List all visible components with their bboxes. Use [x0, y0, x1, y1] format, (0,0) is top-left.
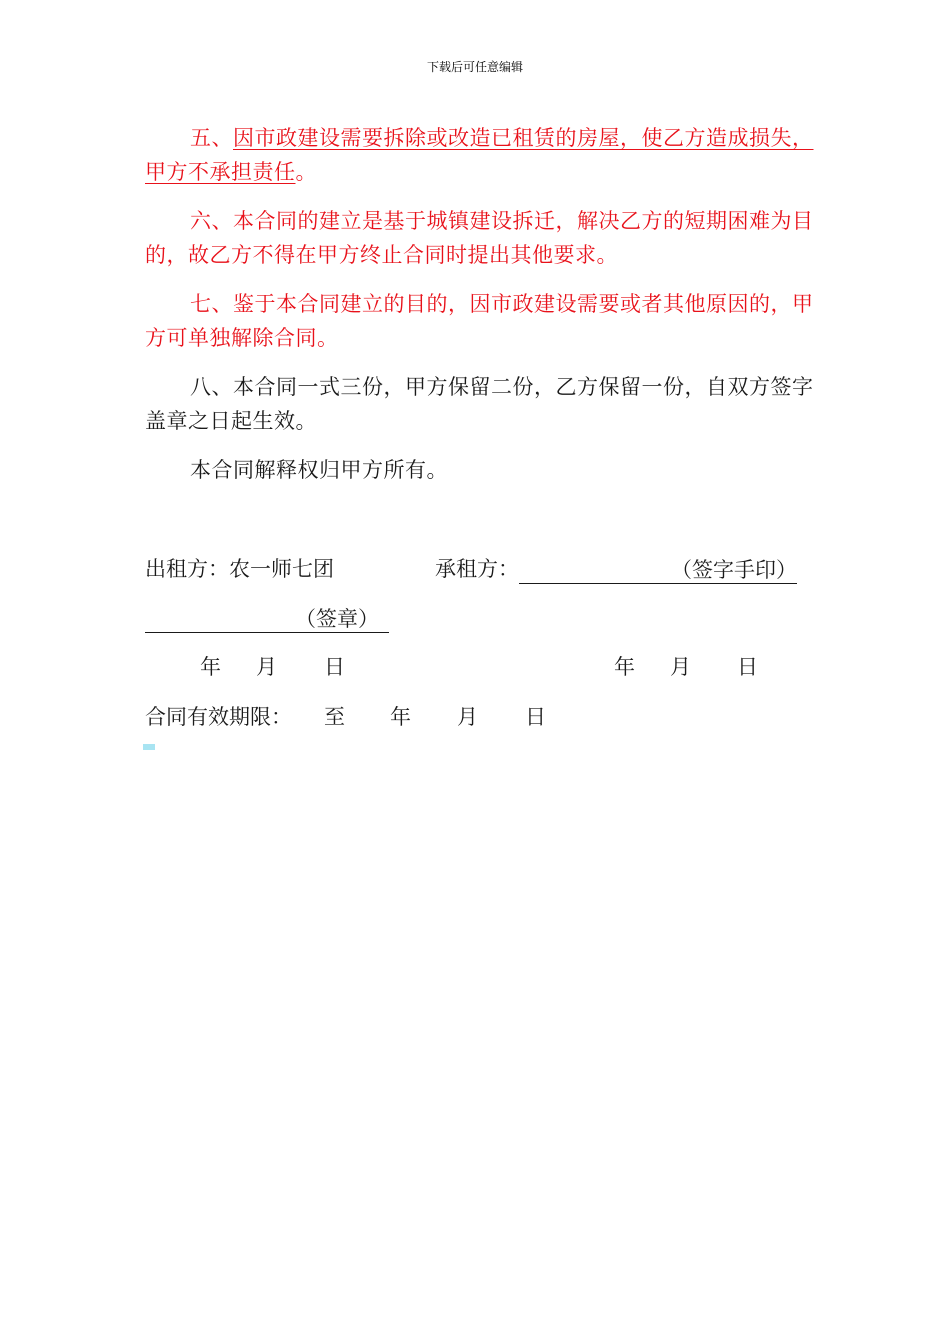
lessor-date-year: 年 [200, 655, 221, 679]
clause-five-period: 。 [295, 160, 317, 184]
lessor-line [145, 554, 334, 584]
validity-label: 合同有效期限： [145, 705, 292, 729]
lessor-date-day: 日 [324, 655, 345, 679]
page-header: 下载后可任意编辑 [426, 60, 523, 74]
clause-seven: 七、鉴于本合同建立的目的，因市政建设需要或者其他原因的，甲方可单独解除合同。 [145, 292, 814, 350]
clause-five [145, 121, 815, 189]
lessee-line [435, 554, 797, 584]
interpretation-clause: 本合同解释权归甲方所有。 [190, 458, 448, 482]
lessor-seal-blank [145, 606, 389, 633]
lessee-date-month: 月 [670, 655, 691, 679]
lessor-seal-note: （签章） [295, 607, 379, 631]
clause-five-underlined-text: 因市政建设需要拆除或改造已租赁的房屋，使乙方造成损失，甲方不承担责任 [145, 126, 814, 184]
lessee-label: 承租方： [435, 557, 519, 581]
lessee-signature-blank [519, 557, 797, 584]
validity-to: 至 [324, 705, 345, 729]
clause-eight: 八、本合同一式三份，甲方保留二份，乙方保留一份，自双方签字盖章之日起生效。 [145, 375, 814, 433]
validity-day: 日 [525, 705, 546, 729]
lessor-seal-line [145, 603, 389, 633]
lessee-date-year: 年 [614, 655, 635, 679]
clause-six: 六、本合同的建立是基于城镇建设拆迁，解决乙方的短期困难为目的，故乙方不得在甲方终止合同时提出其他要求。 [145, 209, 814, 267]
lessee-date-day: 日 [737, 655, 758, 679]
validity-year: 年 [390, 705, 411, 729]
cursor-marker [143, 744, 155, 750]
lessor-date-month: 月 [256, 655, 277, 679]
validity-month: 月 [457, 705, 478, 729]
lessee-sign-note: （签字手印） [671, 558, 797, 582]
clause-five-number: 五、 [190, 126, 233, 150]
lessor-label: 出租方：农一师七团 [145, 557, 334, 581]
